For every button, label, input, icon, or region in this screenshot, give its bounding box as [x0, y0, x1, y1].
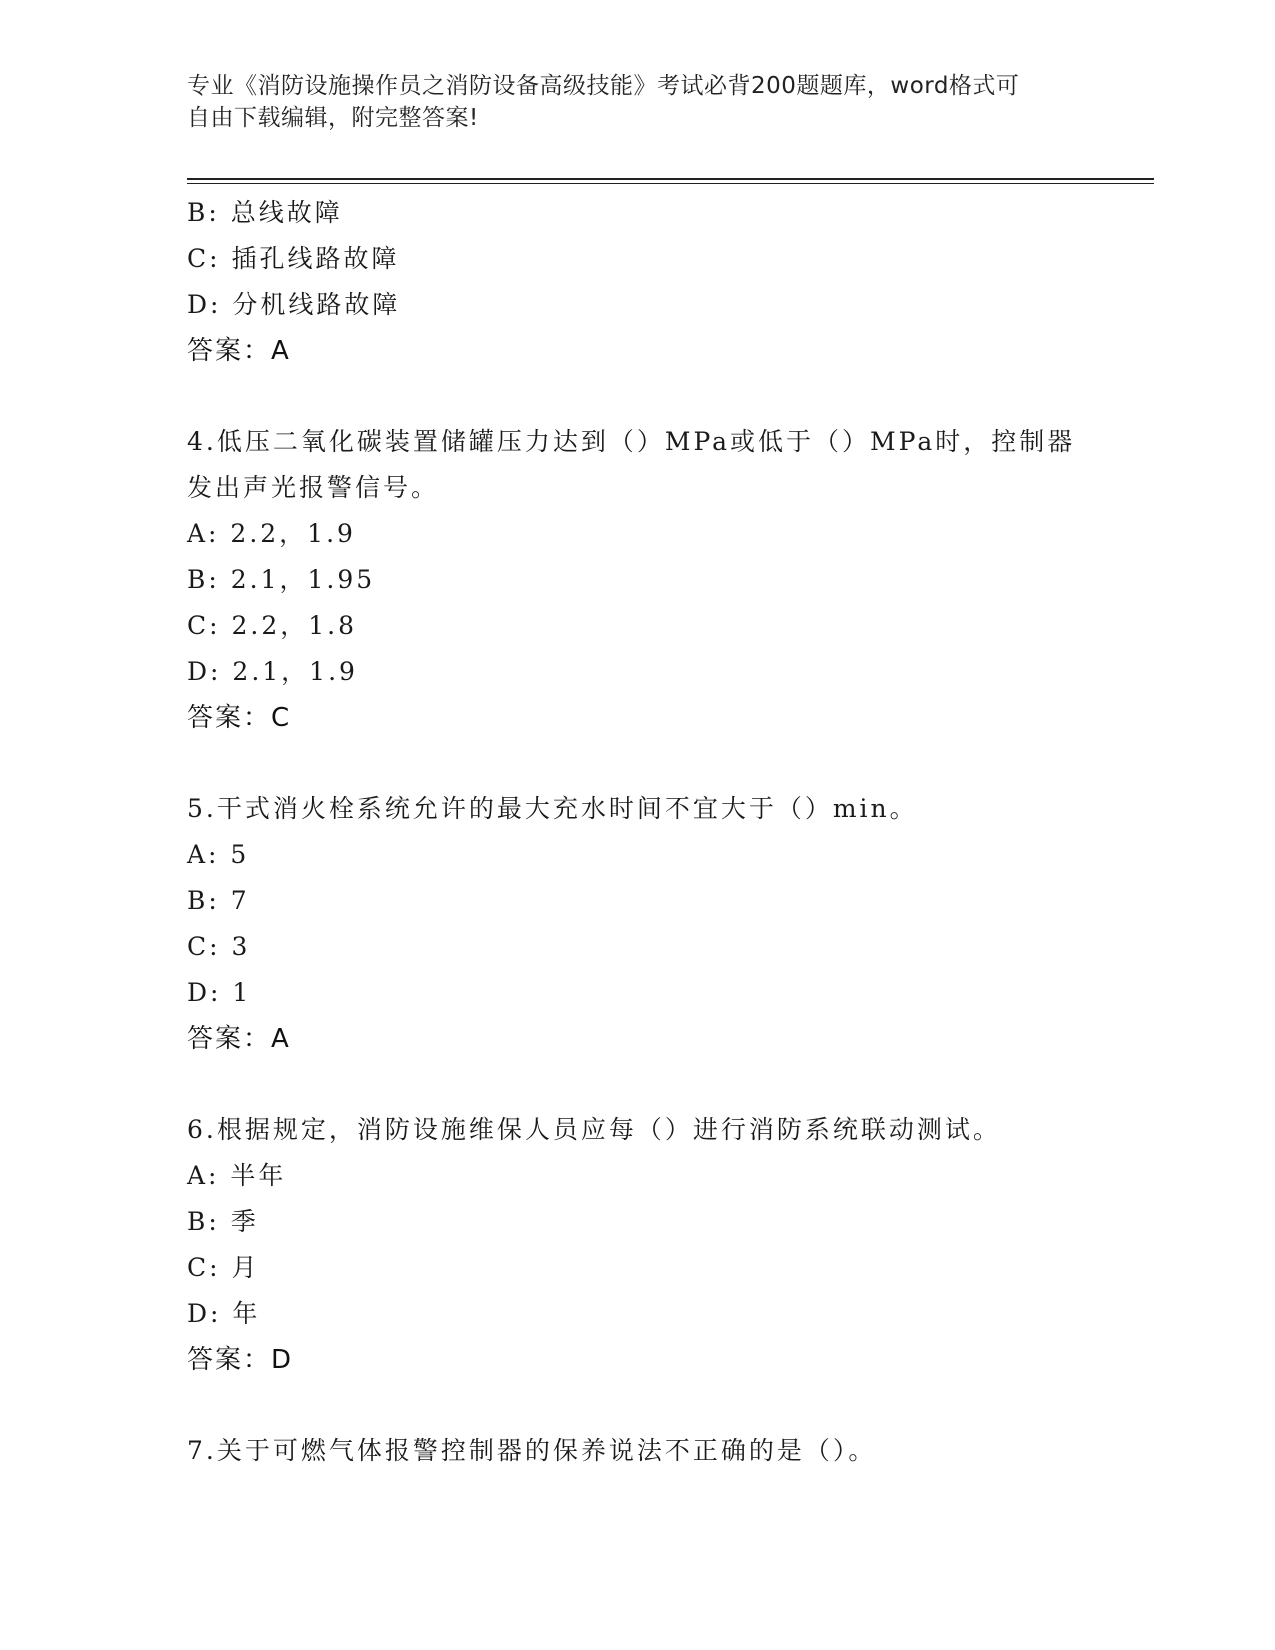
answer-label: 答案：C: [187, 703, 292, 733]
spacer: [187, 1062, 1087, 1107]
document-header: [187, 70, 1087, 134]
question-text-continued: 发出声光报警信号。: [187, 473, 440, 502]
header-line-1: 专业《消防设施操作员之消防设备高级技能》考试必背200题题库，word格式可: [187, 73, 1020, 99]
option-a: A: 半年: [187, 1161, 287, 1190]
spacer: [187, 374, 1087, 419]
header-rule-thick: [187, 178, 1154, 180]
option-a: A: 2.2，1.9: [187, 519, 356, 548]
question-7-block: [187, 1428, 1087, 1474]
question-text: 6.根据规定，消防设施维保人员应每（）进行消防系统联动测试。: [187, 1115, 1001, 1144]
answer-label: 答案：D: [187, 1345, 294, 1375]
answer-label: 答案：A: [187, 1024, 291, 1054]
question-4-block: [187, 419, 1087, 741]
option-d: D: 年: [187, 1299, 261, 1328]
question-5-block: [187, 786, 1087, 1062]
question-6-block: [187, 1107, 1087, 1383]
answer-label: 答案：A: [187, 336, 291, 366]
option-d: D: 分机线路故障: [187, 290, 401, 319]
question-text: 7.关于可燃气体报警控制器的保养说法不正确的是（）。: [187, 1436, 877, 1465]
option-d: D: 1: [187, 978, 252, 1007]
option-d: D: 2.1，1.9: [187, 657, 358, 686]
option-c: C: 3: [187, 932, 251, 961]
option-b: B: 总线故障: [187, 198, 343, 227]
question-content: [187, 190, 1087, 1474]
option-c: C: 2.2，1.8: [187, 611, 358, 640]
option-a: A: 5: [187, 840, 250, 869]
option-b: B: 2.1，1.95: [187, 565, 376, 594]
option-c: C: 插孔线路故障: [187, 244, 400, 273]
option-c: C: 月: [187, 1253, 260, 1282]
question-text: 5.干式消火栓系统允许的最大充水时间不宜大于（）min。: [187, 794, 918, 823]
header-rule-thin: [187, 183, 1154, 184]
header-line-2: 自由下载编辑，附完整答案!: [187, 105, 479, 131]
spacer: [187, 1383, 1087, 1428]
spacer: [187, 741, 1087, 786]
question-text: 4.低压二氧化碳装置储罐压力达到（）MPa或低于（）MPa时，控制器: [187, 427, 1076, 456]
question-3-block: [187, 190, 1087, 374]
option-b: B: 季: [187, 1207, 259, 1236]
option-b: B: 7: [187, 886, 250, 915]
